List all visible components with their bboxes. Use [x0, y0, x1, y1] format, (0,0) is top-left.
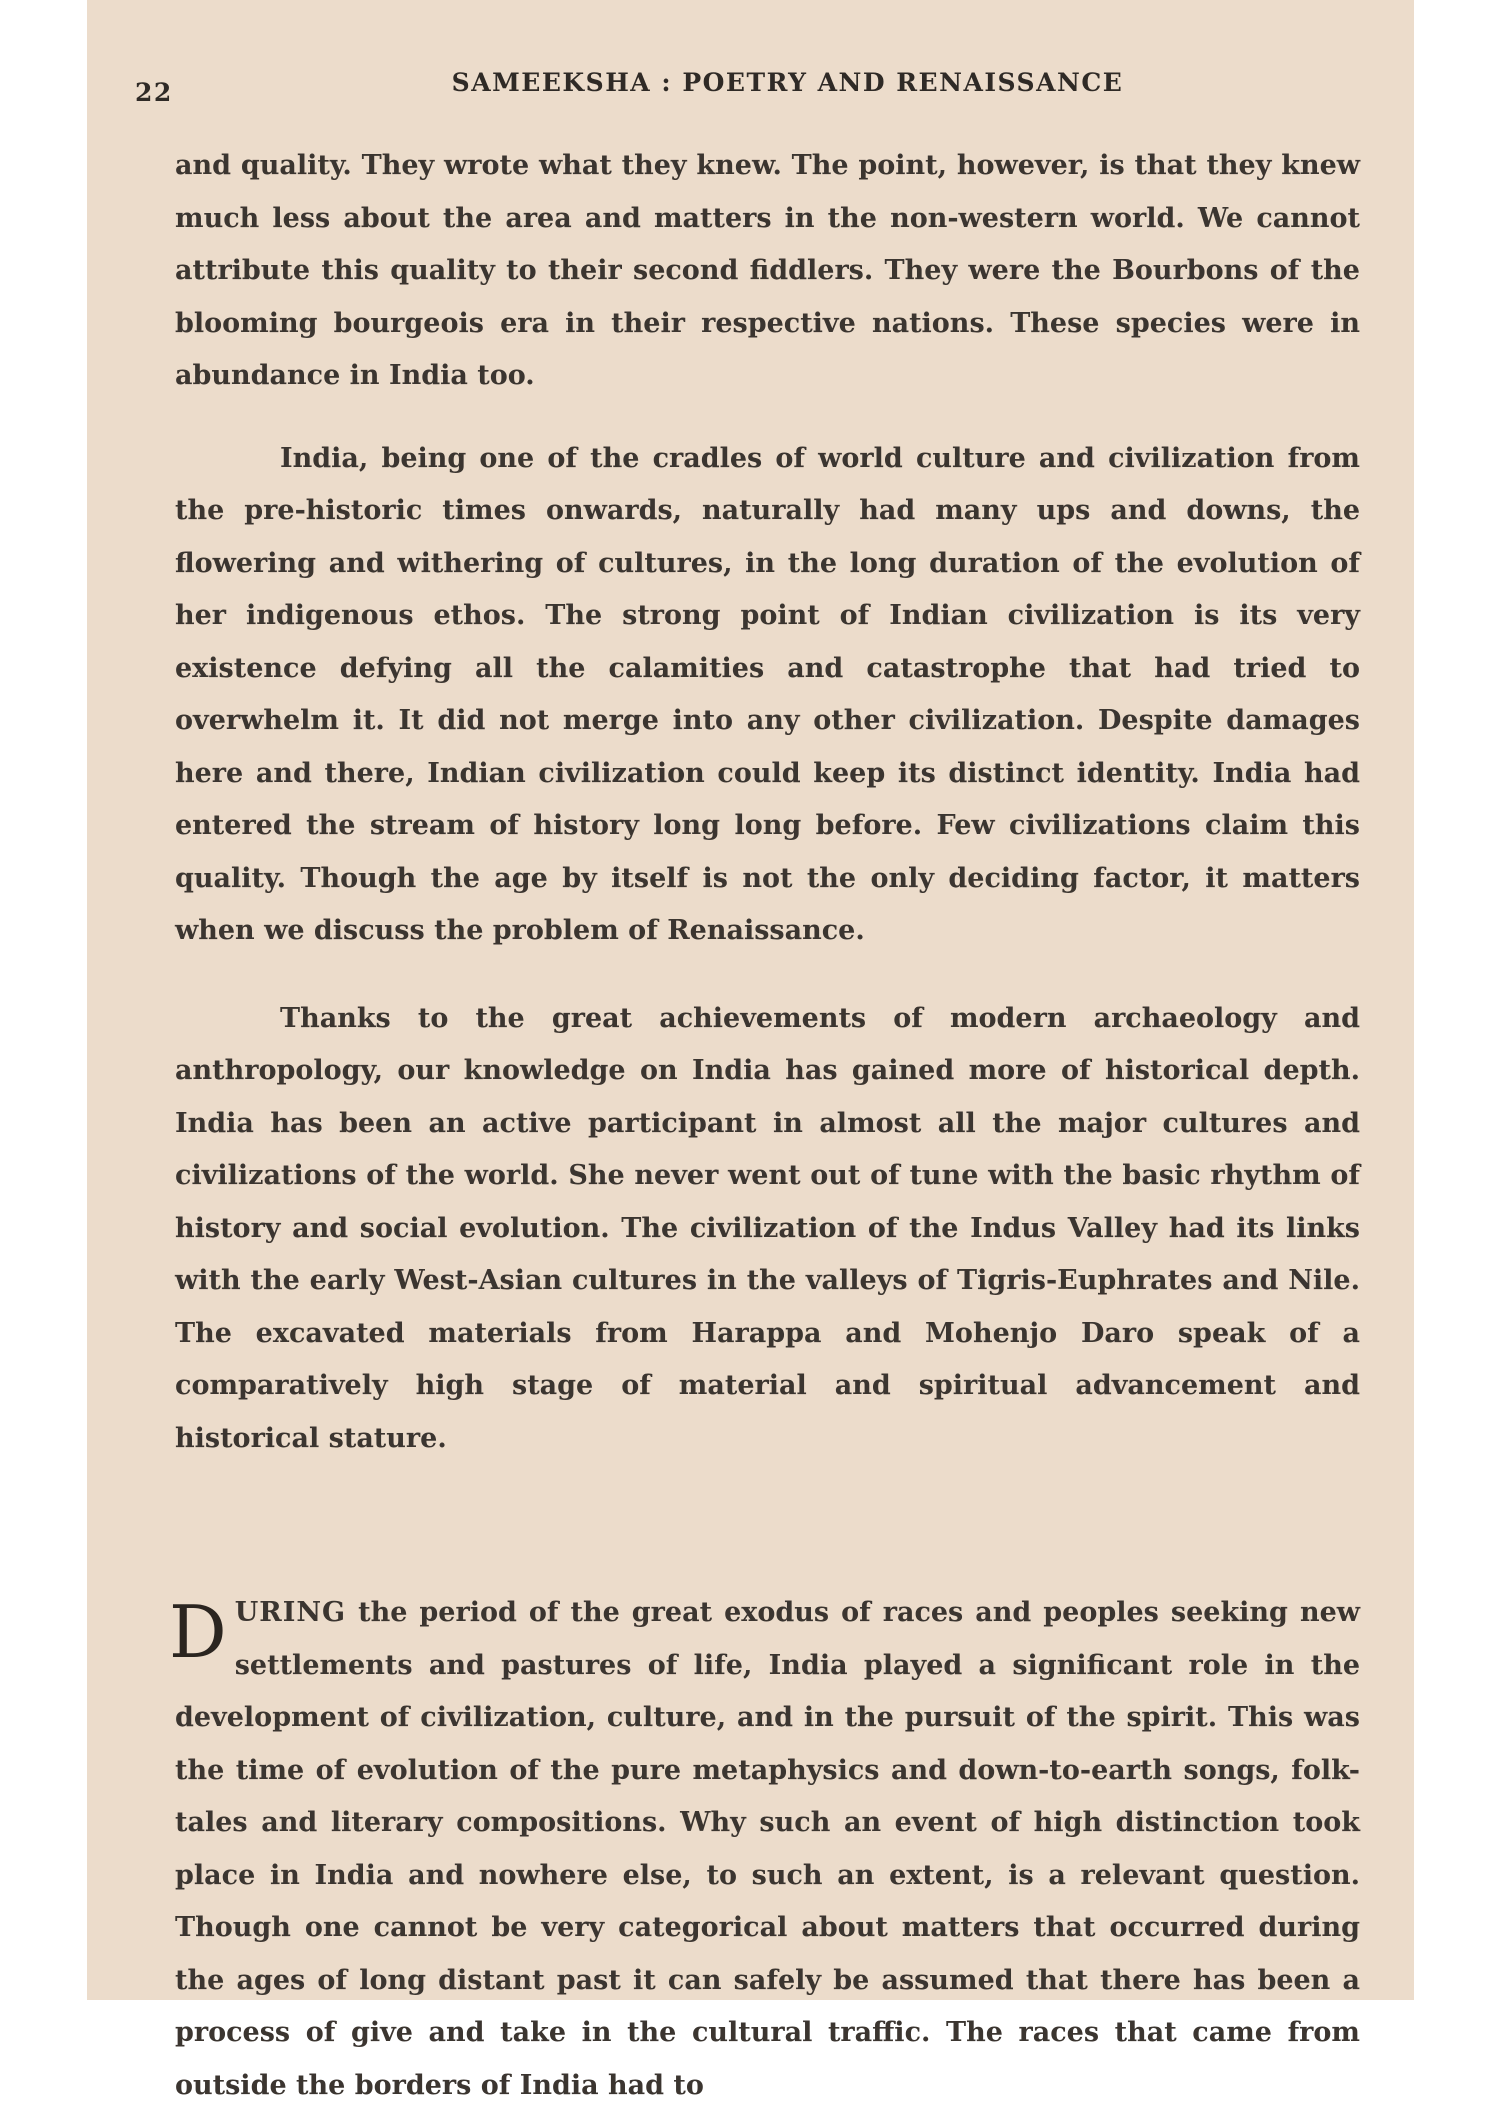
paragraph-archaeology: Thanks to the great achievements of modern archaeology and anthropology, our knowledge on India has gained more of historical depth. India has been an active participant in almost all the major cultures and civilizations of the world. She never went out of tune with the basic rhythm of history and social evolution. The civilization of the Indus Valley had its links with the early West-Asian cultures in the valleys of Tigris-Euphrates and Nile. The excavated materials from Harappa and Mohenjo Daro speak of a comparatively high stage of material and spiritual advancement and historical stature. — [175, 1002, 1360, 1454]
section-opening-text: the period of the great exodus of races and peoples seeking new settlements and pastures of life, India played a significant role in the development of civilization, culture, and in the pursuit of the spirit. This was the time of evolution of the pure metaphysics and down-to-earth songs, folk-tales and literary compositions. Why such an event of high distinction took place in India and nowhere else, to such an extent, is a relevant question. Though one cannot be very categorical about matters that occurred during the ages of long distant past it can safely be assumed that there has been a process of give and take in the cultural traffic. The races that came from outside the borders of India had to — [175, 1597, 1360, 2101]
section-opening-paragraph — [169, 1587, 1360, 2112]
running-head — [135, 64, 1360, 112]
paragraph-continued: and quality. They wrote what they knew. The point, however, is that they knew much less about the area and matters in the non-western world. We cannot attribute this quality to their second fiddlers. They were the Bourbons of the blooming bourgeois era in their respective nations. These species were in abundance in India too. — [175, 150, 1360, 391]
page-number: 22 — [135, 78, 173, 107]
drop-cap-letter: D — [169, 1590, 227, 1674]
paragraph-india-cradle: India, being one of the cradles of world culture and civilization from the pre-historic times onwards, naturally had many ups and downs, the flowering and withering of cultures, in the long duration of the evolution of her indigenous ethos. The strong point of Indian civilization is its very existence defying all the calamities and catastrophe that had tried to overwhelm it. It did not merge into any other civilization. Despite damages here and there, Indian civilization could keep its distinct identity. India had entered the stream of history long long before. Few civilizations claim this quality. Though the age by itself is not the only deciding factor, it matters when we discuss the problem of Renaissance. — [175, 442, 1360, 946]
running-title: SAMEEKSHA : POETRY AND RENAISSANCE — [451, 68, 1124, 97]
drop-cap-lead-word: URING — [234, 1597, 347, 1628]
book-page — [87, 0, 1414, 2101]
